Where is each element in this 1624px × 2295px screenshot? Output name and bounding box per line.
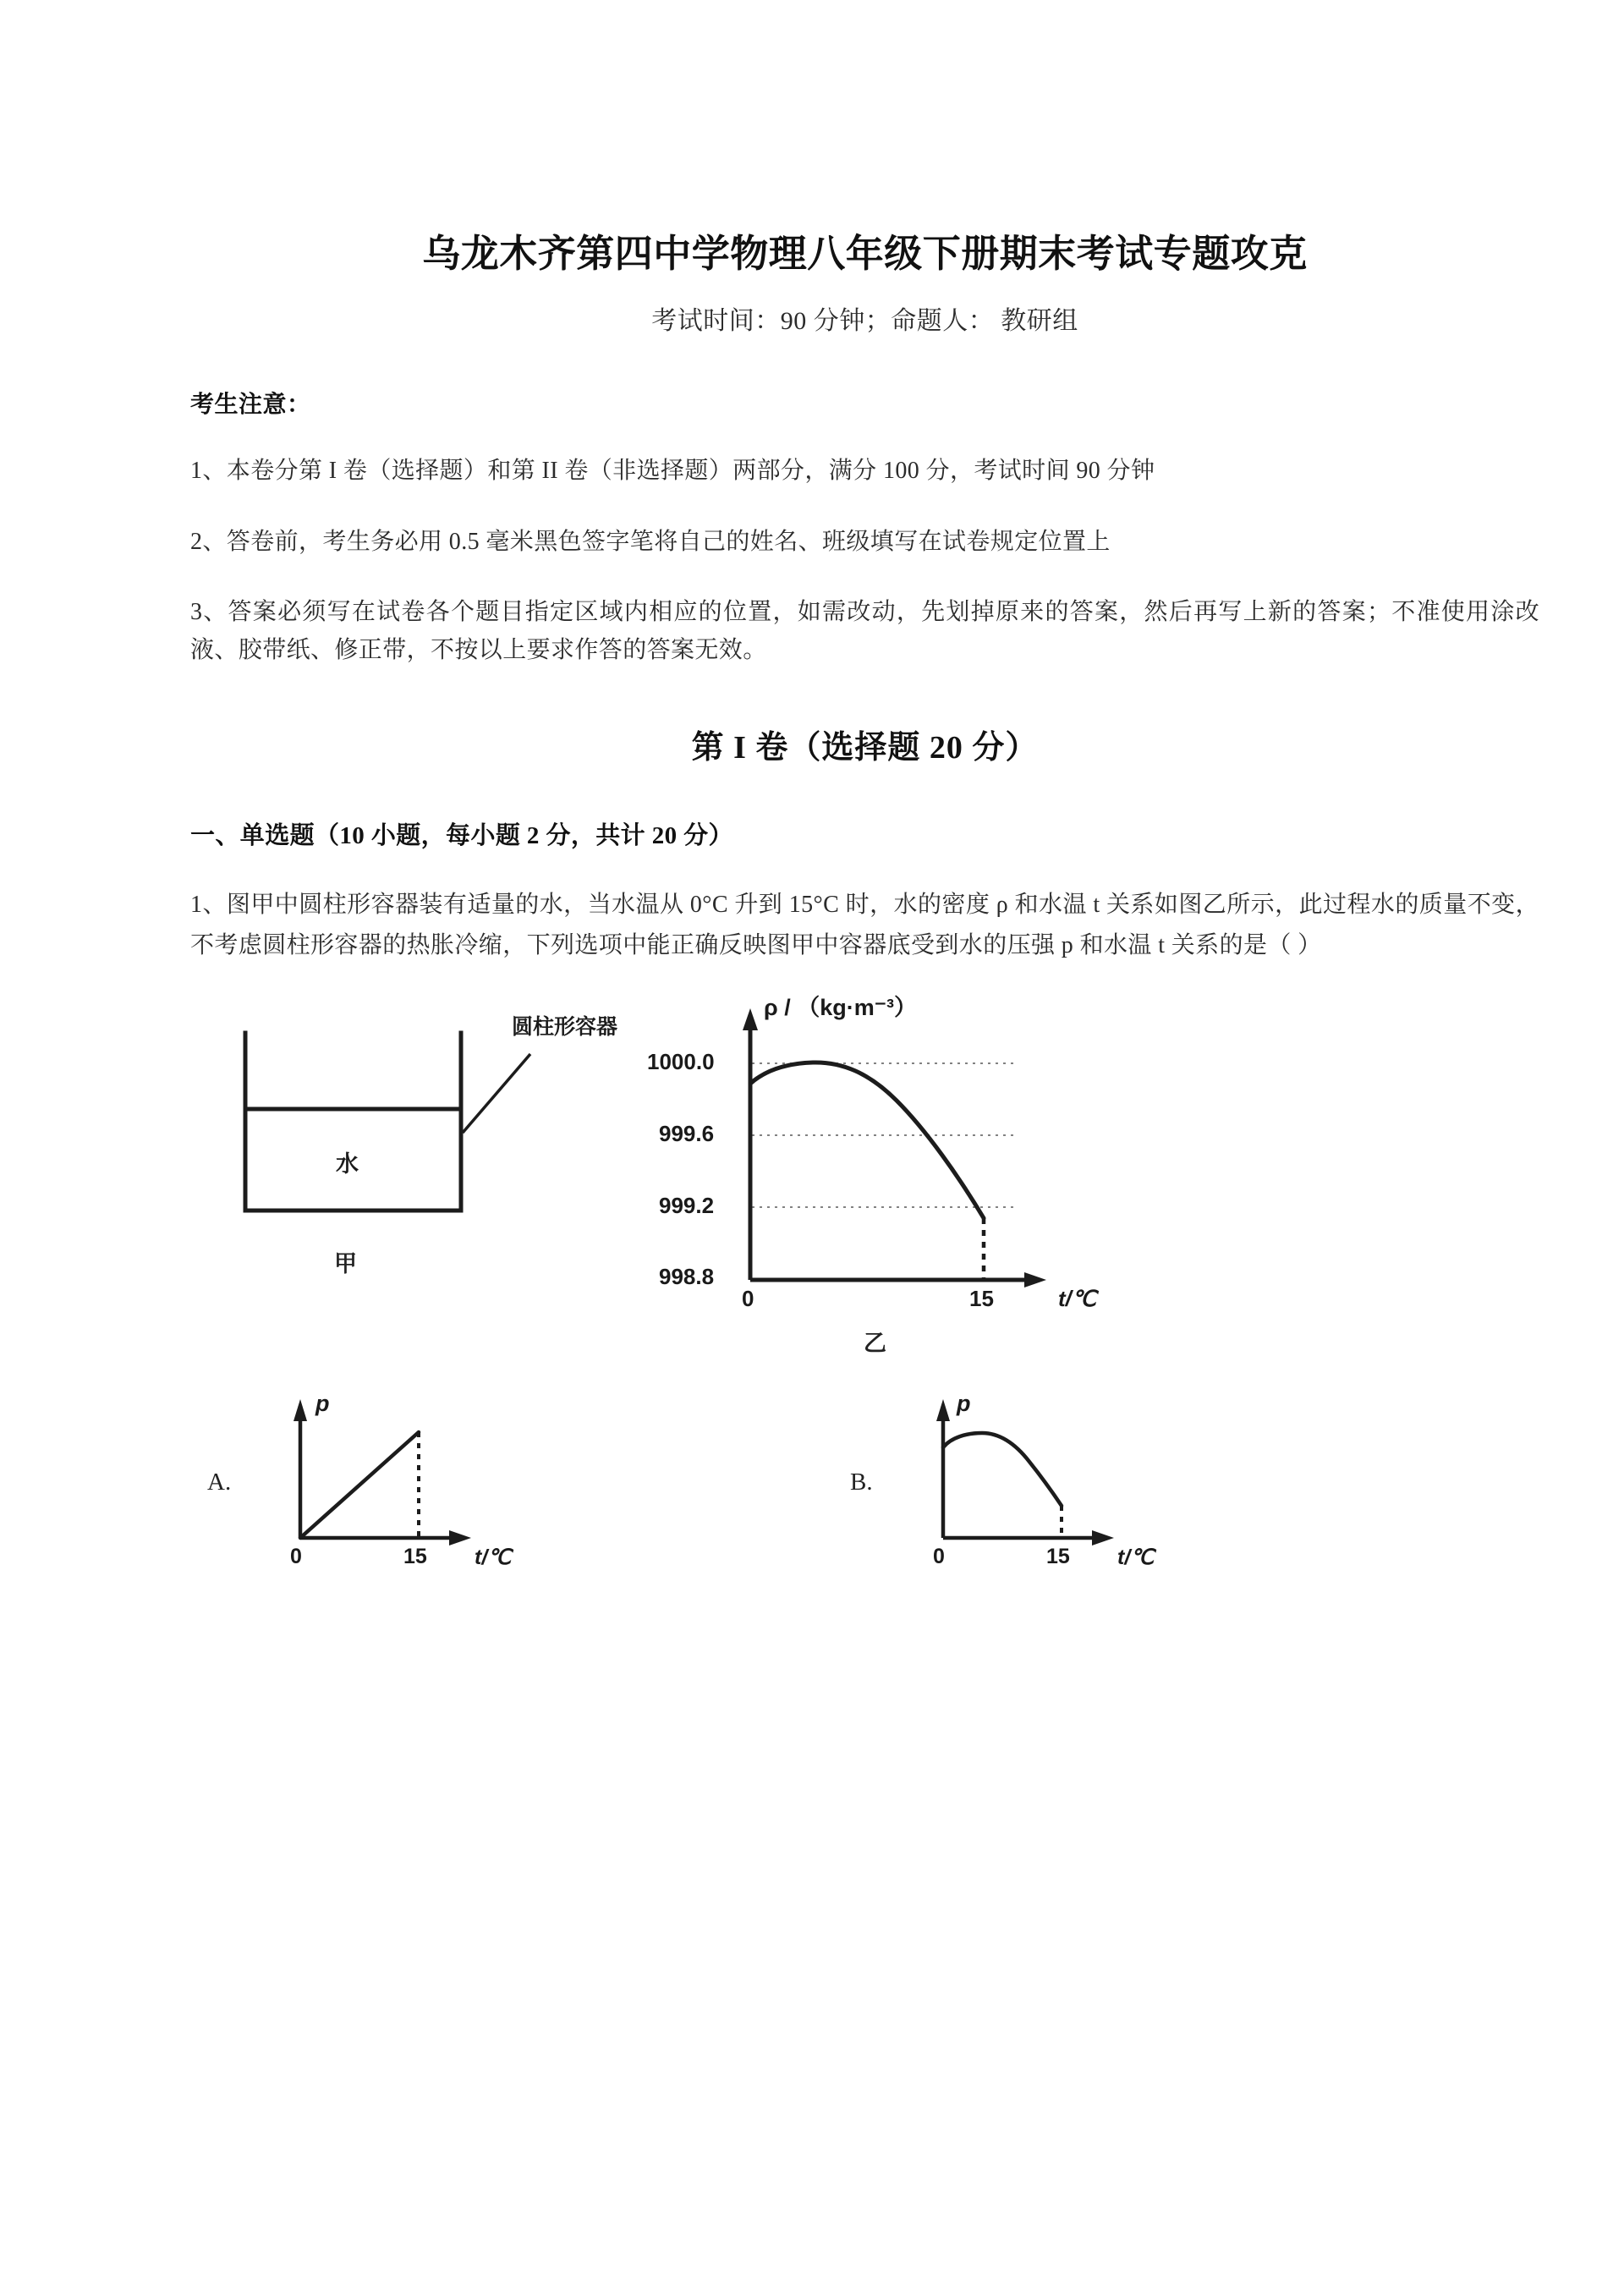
question-1-text: 1、图甲中圆柱形容器装有适量的水，当水温从 0°C 升到 15°C 时，水的密度 ρ 和水温 t 关系如图乙所示，此过程水的质量不变，不考虑圆柱形容器的热胀冷缩，下列选项中能正确反映图甲中容器底受到水的压强 p 和水温 t 关系的是（ ） (190, 891, 1539, 958)
figure-jia-container-label: 圆柱形容器 (512, 1015, 618, 1039)
figure-jia-caption: 甲 (334, 1251, 357, 1277)
notice-item-2: 2、答卷前，考生务必用 0.5 毫米黑色签字笔将自己的姓名、班级填写在试卷规定位置上 (190, 528, 1111, 555)
notice-item-1: 1、本卷分第 I 卷（选择题）和第 II 卷（非选择题）两部分，满分 100 分，考试时间 90 分钟 (190, 458, 1155, 485)
figure-yi-xtick-15: 15 (969, 1286, 994, 1311)
figure-jia (207, 995, 618, 1291)
notice-item-3: 3、答案必须写在试卷各个题目指定区域内相应的位置，如需改动，先划掉原来的答案，然后再写上新的答案；不准使用涂改液、胶带纸、修正带，不按以上要求作答的答案无效。 (190, 598, 1539, 664)
figure-yi-drawing (647, 988, 1171, 1293)
exam-meta-subtitle: 考试时间：90 分钟；命题人： 教研组 (651, 307, 1078, 336)
figure-yi-ytick-1000: 1000.0 (647, 1049, 715, 1074)
figure-yi-xtick-0: 0 (742, 1286, 754, 1311)
option-b-y-axis-label: p (957, 1391, 971, 1416)
figure-yi-chart (647, 988, 1171, 1356)
option-a-xtick-0: 0 (290, 1545, 302, 1568)
figure-yi-ytick-998-8: 998.8 (659, 1264, 715, 1289)
option-a-xtick-15: 15 (403, 1545, 427, 1568)
option-a-x-axis-label: t/℃ (475, 1546, 512, 1569)
page-content (190, 0, 1539, 1672)
figure-yi-ytick-999-2: 999.2 (659, 1193, 715, 1218)
volume-heading: 第 I 卷（选择题 20 分） (691, 729, 1039, 766)
section-heading-single-choice: 一、单选题（10 小题，每小题 2 分，共计 20 分） (190, 821, 733, 849)
option-b-xtick-0: 0 (933, 1545, 945, 1568)
option-b-xtick-15: 15 (1046, 1545, 1070, 1568)
figure-yi-x-axis-label: t/℃ (1058, 1286, 1097, 1311)
question-1-figures (190, 995, 1539, 1672)
option-a-letter: A. (207, 1469, 232, 1496)
option-b-letter: B. (850, 1469, 873, 1496)
notice-heading: 考生注意： (190, 392, 311, 419)
figure-jia-liquid-label: 水 (336, 1151, 359, 1177)
option-b-x-axis-label: t/℃ (1117, 1546, 1155, 1569)
figure-yi-caption: 乙 (864, 1331, 886, 1356)
option-a-y-axis-label: p (315, 1391, 330, 1416)
figure-yi-y-axis-label: ρ / （kg·m⁻³） (764, 995, 917, 1020)
figure-yi-ytick-999-6: 999.6 (659, 1121, 715, 1146)
page-title: 乌龙木齐第四中学物理八年级下册期末考试专题攻克 (422, 233, 1308, 275)
